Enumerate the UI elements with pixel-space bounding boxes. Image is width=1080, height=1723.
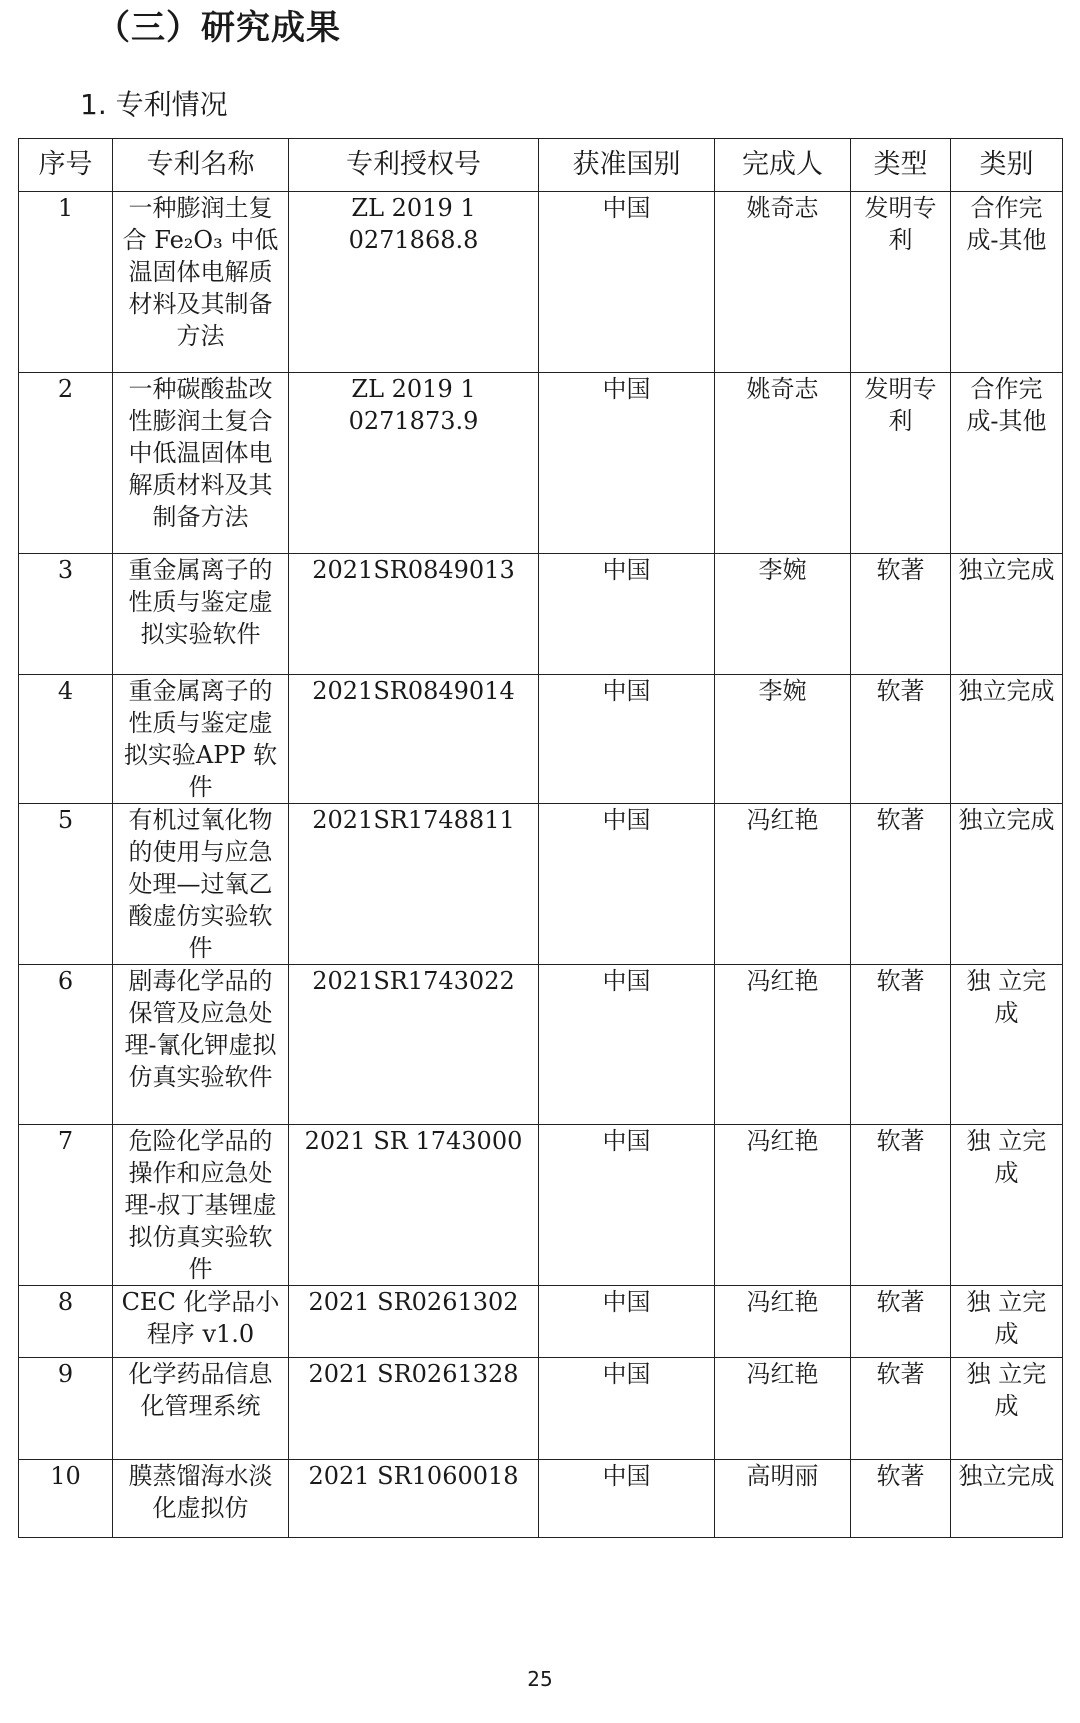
cell-country: 中国 xyxy=(539,965,715,1125)
cell-name: 化学药品信息化管理系统 xyxy=(113,1358,289,1460)
cell-number: 2021 SR0261328 xyxy=(289,1358,539,1460)
cell-person: 姚奇志 xyxy=(715,373,851,554)
header-person: 完成人 xyxy=(715,139,851,192)
cell-seq: 8 xyxy=(19,1286,113,1358)
cell-category: 独 立完成 xyxy=(951,965,1063,1125)
cell-person: 高明丽 xyxy=(715,1460,851,1538)
table-row xyxy=(19,1358,1063,1460)
cell-type: 发明专利 xyxy=(851,192,951,373)
header-seq: 序号 xyxy=(19,139,113,192)
header-name: 专利名称 xyxy=(113,139,289,192)
cell-seq: 7 xyxy=(19,1125,113,1286)
cell-number: 2021 SR0261302 xyxy=(289,1286,539,1358)
table-row xyxy=(19,1286,1063,1358)
cell-number: 2021 SR1060018 xyxy=(289,1460,539,1538)
cell-person: 冯红艳 xyxy=(715,1358,851,1460)
cell-seq: 9 xyxy=(19,1358,113,1460)
cell-country: 中国 xyxy=(539,1125,715,1286)
header-type: 类型 xyxy=(851,139,951,192)
cell-country: 中国 xyxy=(539,1286,715,1358)
table-row xyxy=(19,373,1063,554)
page-number: 25 xyxy=(527,1667,553,1691)
table-row xyxy=(19,554,1063,675)
table-row xyxy=(19,192,1063,373)
cell-category: 独 立完成 xyxy=(951,1125,1063,1286)
cell-type: 软著 xyxy=(851,1460,951,1538)
cell-country: 中国 xyxy=(539,554,715,675)
cell-number: ZL 2019 1 0271868.8 xyxy=(289,192,539,373)
cell-person: 李婉 xyxy=(715,554,851,675)
cell-seq: 6 xyxy=(19,965,113,1125)
cell-type: 软著 xyxy=(851,804,951,965)
cell-seq: 4 xyxy=(19,675,113,804)
cell-seq: 5 xyxy=(19,804,113,965)
cell-person: 冯红艳 xyxy=(715,1125,851,1286)
cell-name: 重金属离子的性质与鉴定虚拟实验软件 xyxy=(113,554,289,675)
cell-category: 独立完成 xyxy=(951,1460,1063,1538)
cell-country: 中国 xyxy=(539,1460,715,1538)
cell-name: 膜蒸馏海水淡化虚拟仿 xyxy=(113,1460,289,1538)
header-number: 专利授权号 xyxy=(289,139,539,192)
cell-country: 中国 xyxy=(539,804,715,965)
cell-number: 2021SR1748811 xyxy=(289,804,539,965)
cell-seq: 2 xyxy=(19,373,113,554)
table-row xyxy=(19,965,1063,1125)
table-row xyxy=(19,675,1063,804)
cell-category: 独立完成 xyxy=(951,554,1063,675)
cell-name: CEC 化学品小程序 v1.0 xyxy=(113,1286,289,1358)
cell-country: 中国 xyxy=(539,373,715,554)
cell-type: 软著 xyxy=(851,554,951,675)
cell-person: 冯红艳 xyxy=(715,804,851,965)
cell-category: 独立完成 xyxy=(951,804,1063,965)
cell-name: 重金属离子的性质与鉴定虚拟实验APP 软件 xyxy=(113,675,289,804)
cell-person: 姚奇志 xyxy=(715,192,851,373)
cell-seq: 10 xyxy=(19,1460,113,1538)
cell-person: 冯红艳 xyxy=(715,965,851,1125)
cell-name: 一种膨润土复合 Fe₂O₃ 中低温固体电解质材料及其制备方法 xyxy=(113,192,289,373)
header-category: 类别 xyxy=(951,139,1063,192)
cell-country: 中国 xyxy=(539,192,715,373)
cell-country: 中国 xyxy=(539,675,715,804)
cell-type: 软著 xyxy=(851,1358,951,1460)
cell-person: 李婉 xyxy=(715,675,851,804)
cell-category: 合作完成-其他 xyxy=(951,373,1063,554)
table-row xyxy=(19,1460,1063,1538)
cell-category: 独立完成 xyxy=(951,675,1063,804)
table-row xyxy=(19,1125,1063,1286)
header-country: 获准国别 xyxy=(539,139,715,192)
cell-name: 剧毒化学品的保管及应急处理-氰化钾虚拟仿真实验软件 xyxy=(113,965,289,1125)
cell-name: 有机过氧化物的使用与应急处理—过氧乙酸虚仿实验软件 xyxy=(113,804,289,965)
cell-type: 软著 xyxy=(851,675,951,804)
cell-type: 软著 xyxy=(851,1125,951,1286)
cell-number: 2021SR1743022 xyxy=(289,965,539,1125)
patent-table xyxy=(18,138,1063,1538)
cell-seq: 1 xyxy=(19,192,113,373)
cell-category: 独 立完成 xyxy=(951,1358,1063,1460)
sub-title: 1. 专利情况 xyxy=(80,88,228,121)
cell-number: ZL 2019 1 0271873.9 xyxy=(289,373,539,554)
cell-seq: 3 xyxy=(19,554,113,675)
table-header-row xyxy=(19,139,1063,192)
cell-number: 2021SR0849014 xyxy=(289,675,539,804)
cell-name: 危险化学品的操作和应急处理-叔丁基锂虚拟仿真实验软件 xyxy=(113,1125,289,1286)
cell-type: 发明专利 xyxy=(851,373,951,554)
cell-category: 独 立完成 xyxy=(951,1286,1063,1358)
cell-category: 合作完成-其他 xyxy=(951,192,1063,373)
section-title: （三）研究成果 xyxy=(96,8,341,48)
cell-number: 2021SR0849013 xyxy=(289,554,539,675)
cell-type: 软著 xyxy=(851,965,951,1125)
cell-number: 2021 SR 1743000 xyxy=(289,1125,539,1286)
cell-person: 冯红艳 xyxy=(715,1286,851,1358)
table-row xyxy=(19,804,1063,965)
cell-country: 中国 xyxy=(539,1358,715,1460)
cell-name: 一种碳酸盐改性膨润土复合中低温固体电解质材料及其制备方法 xyxy=(113,373,289,554)
cell-type: 软著 xyxy=(851,1286,951,1358)
